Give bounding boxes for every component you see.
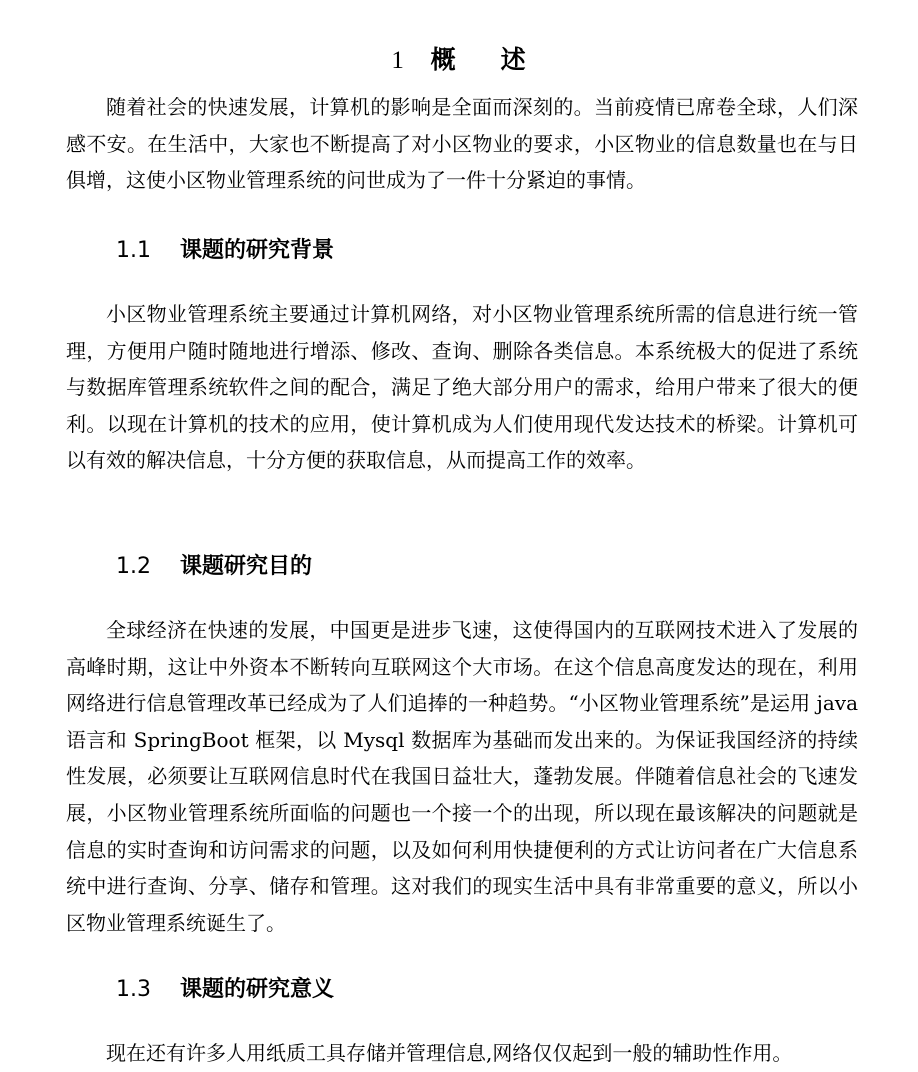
intro-paragraph: 随着社会的快速发展，计算机的影响是全面而深刻的。当前疫情已席卷全球，人们深感不安。在生活中，大家也不断提高了对小区物业的要求，小区物业的信息数量也在与日俱增，这使小区物业管理系统的问世成为了一件十分紧迫的事情。 (66, 95, 858, 193)
chapter-title-part2: 述 (500, 44, 527, 74)
section-title: 课题研究目的 (180, 553, 313, 579)
chapter-title (0, 43, 918, 78)
chapter-title-part1: 概 (430, 44, 457, 74)
chapter-number: 1 (391, 46, 405, 74)
section-heading-1-2 (116, 551, 312, 582)
section-heading-1-3 (116, 974, 334, 1005)
section-1-2-paragraph: 全球经济在快速的发展，中国更是进步飞速，这使得国内的互联网技术进入了发展的高峰时期，这让中外资本不断转向互联网这个大市场。在这个信息高度发达的现在，利用网络进行信息管理改革已经成为了人们追捧的一种趋势。“小区物业管理系统”是运用 java 语言和 SpringBoot 框架，以 Mysql 数据库为基础而发出来的。为保证我国经济的持续性发展，必须要让互联网信息时代在我国日益壮大，蓬勃发展。伴随着信息社会的飞速发展，小区物业管理系统所面临的问题也一个接一个的出现，所以现在最该解决的问题就是信息的实时查询和访问需求的问题，以及如何利用快捷便利的方式让访问者在广大信息系统中进行查询、分享、储存和管理。这对我们的现实生活中具有非常重要的意义，所以小区物业管理系统诞生了。 (66, 618, 858, 935)
section-number: 1.1 (116, 238, 151, 263)
section-heading-1-1 (116, 235, 334, 266)
section-title: 课题的研究背景 (180, 237, 335, 263)
section-number: 1.2 (116, 554, 151, 579)
section-1-3-paragraph: 现在还有许多人用纸质工具存储并管理信息,网络仅仅起到一般的辅助性作用。 (106, 1041, 793, 1065)
section-number: 1.3 (116, 977, 151, 1002)
section-title: 课题的研究意义 (180, 976, 335, 1002)
section-1-1-paragraph: 小区物业管理系统主要通过计算机网络，对小区物业管理系统所需的信息进行统一管理，方便用户随时随地进行增添、修改、查询、删除各类信息。本系统极大的促进了系统与数据库管理系统软件之间的配合，满足了绝大部分用户的需求，给用户带来了很大的便利。以现在计算机的技术的应用，使计算机成为人们使用现代发达技术的桥梁。计算机可以有效的解决信息，十分方便的获取信息，从而提高工作的效率。 (66, 302, 858, 473)
